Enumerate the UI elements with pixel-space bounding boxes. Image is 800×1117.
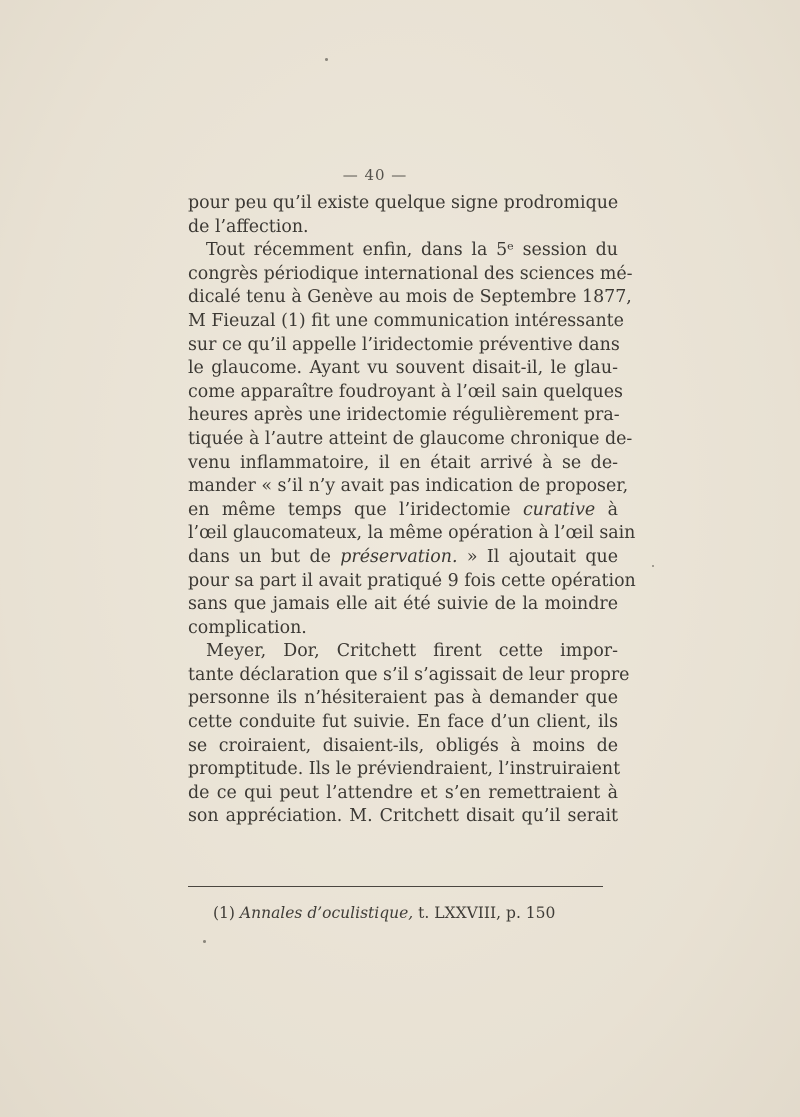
text-line <box>188 593 618 617</box>
page-number: — 40 — <box>342 166 408 184</box>
footnote <box>213 904 555 922</box>
text-line <box>188 334 618 358</box>
paper-speck <box>203 940 206 943</box>
text-line <box>188 310 624 334</box>
line-text: heures après une iridectomie régulièrement pra- <box>188 405 620 426</box>
text-line <box>188 805 618 829</box>
line-text: » Il ajoutait que <box>457 546 618 567</box>
text-line <box>188 475 629 499</box>
text-line <box>188 640 618 664</box>
line-text: venu inflammatoire, il en était arrivé à se de- <box>188 452 618 473</box>
text-line <box>188 617 618 641</box>
text-line <box>188 735 618 759</box>
text-line <box>188 664 630 688</box>
line-text: mander « s’il n’y avait pas indication de proposer, <box>188 476 629 497</box>
footnote-marker: (1) <box>213 904 235 922</box>
line-text: le glaucome. Ayant vu souvent disait-il, le glau- <box>188 358 618 379</box>
line-text: tiquée à l’autre atteint de glaucome chronique de- <box>188 428 633 449</box>
text-line <box>188 428 633 452</box>
line-text: dans un but de <box>188 546 341 567</box>
line-text: son appréciation. M. Critchett disait qu’il serait <box>188 806 618 827</box>
text-line <box>188 357 618 381</box>
line-text: sur ce qu’il appelle l’iridectomie préventive dans <box>188 334 620 355</box>
line-text: de ce qui peut l’attendre et s’en remettraient à <box>188 782 618 803</box>
text-line <box>188 239 618 263</box>
italic-text: préservation. <box>340 546 458 567</box>
text-line <box>188 404 618 428</box>
line-text: se croiraient, disaient-ils, obligés à moins de <box>188 735 618 756</box>
line-text: cette conduite fut suivie. En face d’un client, ils <box>188 712 618 733</box>
italic-text: curative <box>522 499 596 520</box>
text-line <box>188 286 632 310</box>
text-line <box>188 263 633 287</box>
text-line <box>188 192 618 216</box>
body-text <box>188 192 636 829</box>
line-text: come apparaître foudroyant à l’œil sain quelques <box>188 381 623 402</box>
text-line <box>188 546 618 570</box>
paper-speck <box>325 58 328 61</box>
text-line <box>188 381 623 405</box>
paper-speck <box>652 565 654 567</box>
text-line <box>188 758 621 782</box>
line-text: à <box>595 499 618 520</box>
text-line <box>188 782 618 806</box>
text-line <box>188 522 636 546</box>
line-text: de l’affection. <box>188 216 309 237</box>
line-text: personne ils n’hésiteraient pas à demander que <box>188 688 618 709</box>
line-text: congrès périodique international des sciences mé- <box>188 263 633 284</box>
line-text: pour peu qu’il existe quelque signe prodromique <box>188 193 619 213</box>
footnote-reference: t. LXXVIII, p. 150 <box>418 904 556 922</box>
text-line <box>188 216 618 240</box>
text-line <box>188 570 636 594</box>
line-text: sans que jamais elle ait été suivie de la moindre <box>188 594 618 615</box>
footnote-divider <box>188 886 603 887</box>
footnote-journal-title: Annales d’oculistique, <box>239 904 414 922</box>
line-text: dicalé tenu à Genève au mois de Septembre 1877, <box>188 287 632 308</box>
text-line <box>188 452 618 476</box>
line-text: pour sa part il avait pratiqué 9 fois cette opération <box>188 570 636 591</box>
line-text: promptitude. Ils le préviendraient, l’instruiraient <box>188 759 621 780</box>
line-text: complication. <box>188 617 307 638</box>
line-text: tante déclaration que s’il s’agissait de leur propre <box>188 664 630 685</box>
text-line <box>188 711 618 735</box>
text-line <box>188 687 618 711</box>
line-text: l’œil glaucomateux, la même opération à l’œil sain <box>188 523 636 544</box>
line-text: Tout récemment enfin, dans la 5ᵉ session du <box>206 240 618 261</box>
line-text: Meyer, Dor, Critchett firent cette impor- <box>206 641 618 662</box>
text-line <box>188 499 618 523</box>
line-text: en même temps que l’iridectomie <box>188 499 523 520</box>
line-text: M Fieuzal (1) fit une communication intéressante <box>188 310 624 331</box>
